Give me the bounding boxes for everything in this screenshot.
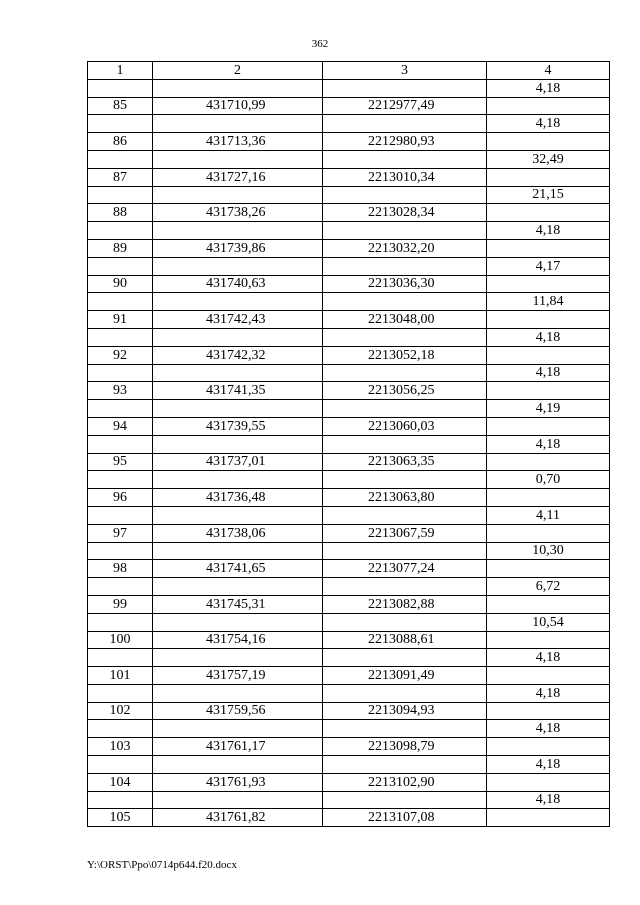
x-coordinate-cell bbox=[153, 186, 323, 204]
point-number-cell: 85 bbox=[88, 97, 153, 115]
table-row bbox=[88, 328, 610, 346]
x-coordinate-cell bbox=[153, 257, 323, 275]
y-coordinate-cell: 2213094,93 bbox=[323, 702, 487, 720]
table-row bbox=[88, 791, 610, 809]
x-coordinate-cell: 431741,65 bbox=[153, 560, 323, 578]
distance-cell bbox=[487, 631, 610, 649]
distance-cell bbox=[487, 738, 610, 756]
distance-cell: 4,18 bbox=[487, 649, 610, 667]
y-coordinate-cell bbox=[323, 115, 487, 133]
table-row bbox=[88, 364, 610, 382]
column-header-1: 1 bbox=[88, 62, 153, 80]
y-coordinate-cell: 2212977,49 bbox=[323, 97, 487, 115]
point-number-cell bbox=[88, 756, 153, 774]
coordinates-table bbox=[87, 61, 610, 827]
point-number-cell bbox=[88, 471, 153, 489]
table-row bbox=[88, 133, 610, 151]
x-coordinate-cell bbox=[153, 364, 323, 382]
point-number-cell: 102 bbox=[88, 702, 153, 720]
table-row bbox=[88, 311, 610, 329]
point-number-cell: 91 bbox=[88, 311, 153, 329]
point-number-cell bbox=[88, 186, 153, 204]
y-coordinate-cell: 2213063,35 bbox=[323, 453, 487, 471]
distance-cell: 4,18 bbox=[487, 435, 610, 453]
y-coordinate-cell bbox=[323, 435, 487, 453]
distance-cell bbox=[487, 524, 610, 542]
point-number-cell: 95 bbox=[88, 453, 153, 471]
table-row bbox=[88, 489, 610, 507]
point-number-cell bbox=[88, 257, 153, 275]
point-number-cell: 94 bbox=[88, 417, 153, 435]
table-row bbox=[88, 417, 610, 435]
x-coordinate-cell: 431727,16 bbox=[153, 168, 323, 186]
point-number-cell: 96 bbox=[88, 489, 153, 507]
point-number-cell bbox=[88, 613, 153, 631]
distance-cell bbox=[487, 702, 610, 720]
point-number-cell bbox=[88, 328, 153, 346]
x-coordinate-cell: 431736,48 bbox=[153, 489, 323, 507]
distance-cell bbox=[487, 382, 610, 400]
distance-cell bbox=[487, 595, 610, 613]
y-coordinate-cell bbox=[323, 400, 487, 418]
x-coordinate-cell bbox=[153, 400, 323, 418]
distance-cell: 11,84 bbox=[487, 293, 610, 311]
x-coordinate-cell: 431761,82 bbox=[153, 809, 323, 827]
y-coordinate-cell: 2213088,61 bbox=[323, 631, 487, 649]
x-coordinate-cell bbox=[153, 791, 323, 809]
point-number-cell: 104 bbox=[88, 773, 153, 791]
table-header-row bbox=[88, 62, 610, 80]
table-row bbox=[88, 631, 610, 649]
point-number-cell: 105 bbox=[88, 809, 153, 827]
distance-cell: 6,72 bbox=[487, 578, 610, 596]
point-number-cell: 92 bbox=[88, 346, 153, 364]
table-row bbox=[88, 293, 610, 311]
y-coordinate-cell: 2213098,79 bbox=[323, 738, 487, 756]
x-coordinate-cell bbox=[153, 506, 323, 524]
table-row bbox=[88, 667, 610, 685]
distance-cell: 4,18 bbox=[487, 79, 610, 97]
table-row bbox=[88, 204, 610, 222]
x-coordinate-cell bbox=[153, 684, 323, 702]
x-coordinate-cell: 431738,06 bbox=[153, 524, 323, 542]
distance-cell: 4,18 bbox=[487, 364, 610, 382]
column-header-4: 4 bbox=[487, 62, 610, 80]
distance-cell bbox=[487, 417, 610, 435]
y-coordinate-cell bbox=[323, 756, 487, 774]
distance-cell: 10,54 bbox=[487, 613, 610, 631]
table-row bbox=[88, 97, 610, 115]
distance-cell: 0,70 bbox=[487, 471, 610, 489]
table-row bbox=[88, 720, 610, 738]
distance-cell bbox=[487, 97, 610, 115]
distance-cell bbox=[487, 133, 610, 151]
x-coordinate-cell: 431745,31 bbox=[153, 595, 323, 613]
distance-cell: 4,18 bbox=[487, 791, 610, 809]
table-row bbox=[88, 150, 610, 168]
distance-cell: 4,18 bbox=[487, 756, 610, 774]
point-number-cell bbox=[88, 720, 153, 738]
column-header-3: 3 bbox=[323, 62, 487, 80]
x-coordinate-cell: 431737,01 bbox=[153, 453, 323, 471]
y-coordinate-cell: 2213107,08 bbox=[323, 809, 487, 827]
y-coordinate-cell: 2213102,90 bbox=[323, 773, 487, 791]
x-coordinate-cell bbox=[153, 471, 323, 489]
point-number-cell: 97 bbox=[88, 524, 153, 542]
point-number-cell bbox=[88, 649, 153, 667]
x-coordinate-cell: 431713,36 bbox=[153, 133, 323, 151]
table-row bbox=[88, 809, 610, 827]
table-row bbox=[88, 257, 610, 275]
y-coordinate-cell bbox=[323, 720, 487, 738]
x-coordinate-cell: 431739,86 bbox=[153, 239, 323, 257]
x-coordinate-cell bbox=[153, 150, 323, 168]
table-body bbox=[88, 79, 610, 826]
y-coordinate-cell: 2213067,59 bbox=[323, 524, 487, 542]
point-number-cell bbox=[88, 400, 153, 418]
y-coordinate-cell: 2213048,00 bbox=[323, 311, 487, 329]
y-coordinate-cell: 2213077,24 bbox=[323, 560, 487, 578]
table-row bbox=[88, 756, 610, 774]
point-number-cell: 101 bbox=[88, 667, 153, 685]
point-number-cell: 88 bbox=[88, 204, 153, 222]
distance-cell bbox=[487, 346, 610, 364]
table-row bbox=[88, 684, 610, 702]
point-number-cell bbox=[88, 222, 153, 240]
y-coordinate-cell: 2213056,25 bbox=[323, 382, 487, 400]
x-coordinate-cell: 431759,56 bbox=[153, 702, 323, 720]
y-coordinate-cell bbox=[323, 506, 487, 524]
point-number-cell: 86 bbox=[88, 133, 153, 151]
column-header-2: 2 bbox=[153, 62, 323, 80]
point-number-cell bbox=[88, 684, 153, 702]
x-coordinate-cell: 431710,99 bbox=[153, 97, 323, 115]
distance-cell: 4,18 bbox=[487, 115, 610, 133]
x-coordinate-cell bbox=[153, 542, 323, 560]
distance-cell: 4,11 bbox=[487, 506, 610, 524]
point-number-cell: 87 bbox=[88, 168, 153, 186]
distance-cell bbox=[487, 204, 610, 222]
y-coordinate-cell bbox=[323, 471, 487, 489]
point-number-cell bbox=[88, 79, 153, 97]
distance-cell: 4,17 bbox=[487, 257, 610, 275]
y-coordinate-cell bbox=[323, 578, 487, 596]
distance-cell: 4,18 bbox=[487, 222, 610, 240]
point-number-cell: 103 bbox=[88, 738, 153, 756]
distance-cell bbox=[487, 453, 610, 471]
y-coordinate-cell: 2213036,30 bbox=[323, 275, 487, 293]
table-row bbox=[88, 79, 610, 97]
y-coordinate-cell bbox=[323, 613, 487, 631]
point-number-cell bbox=[88, 150, 153, 168]
y-coordinate-cell bbox=[323, 257, 487, 275]
table-row bbox=[88, 773, 610, 791]
point-number-cell: 99 bbox=[88, 595, 153, 613]
x-coordinate-cell: 431761,17 bbox=[153, 738, 323, 756]
distance-cell: 32,49 bbox=[487, 150, 610, 168]
point-number-cell bbox=[88, 364, 153, 382]
y-coordinate-cell bbox=[323, 186, 487, 204]
distance-cell bbox=[487, 239, 610, 257]
distance-cell bbox=[487, 667, 610, 685]
y-coordinate-cell: 2213052,18 bbox=[323, 346, 487, 364]
point-number-cell bbox=[88, 293, 153, 311]
y-coordinate-cell bbox=[323, 293, 487, 311]
table-row bbox=[88, 346, 610, 364]
distance-cell bbox=[487, 560, 610, 578]
page-number: 362 bbox=[311, 38, 329, 50]
distance-cell: 10,30 bbox=[487, 542, 610, 560]
distance-cell: 4,18 bbox=[487, 328, 610, 346]
x-coordinate-cell bbox=[153, 115, 323, 133]
table-row bbox=[88, 542, 610, 560]
point-number-cell: 98 bbox=[88, 560, 153, 578]
y-coordinate-cell bbox=[323, 649, 487, 667]
distance-cell bbox=[487, 275, 610, 293]
distance-cell bbox=[487, 311, 610, 329]
distance-cell bbox=[487, 809, 610, 827]
x-coordinate-cell: 431742,32 bbox=[153, 346, 323, 364]
y-coordinate-cell: 2213060,03 bbox=[323, 417, 487, 435]
x-coordinate-cell: 431741,35 bbox=[153, 382, 323, 400]
table-row bbox=[88, 560, 610, 578]
x-coordinate-cell bbox=[153, 613, 323, 631]
x-coordinate-cell: 431757,19 bbox=[153, 667, 323, 685]
table-row bbox=[88, 168, 610, 186]
x-coordinate-cell: 431738,26 bbox=[153, 204, 323, 222]
distance-cell: 4,18 bbox=[487, 684, 610, 702]
y-coordinate-cell bbox=[323, 684, 487, 702]
table-row bbox=[88, 275, 610, 293]
x-coordinate-cell bbox=[153, 328, 323, 346]
table-row bbox=[88, 471, 610, 489]
table-row bbox=[88, 702, 610, 720]
y-coordinate-cell: 2212980,93 bbox=[323, 133, 487, 151]
table-row bbox=[88, 400, 610, 418]
distance-cell bbox=[487, 489, 610, 507]
x-coordinate-cell bbox=[153, 222, 323, 240]
x-coordinate-cell: 431740,63 bbox=[153, 275, 323, 293]
y-coordinate-cell bbox=[323, 364, 487, 382]
point-number-cell: 93 bbox=[88, 382, 153, 400]
distance-cell: 21,15 bbox=[487, 186, 610, 204]
point-number-cell bbox=[88, 435, 153, 453]
table-row bbox=[88, 578, 610, 596]
table-row bbox=[88, 595, 610, 613]
table-row bbox=[88, 222, 610, 240]
x-coordinate-cell bbox=[153, 756, 323, 774]
distance-cell bbox=[487, 168, 610, 186]
table-row bbox=[88, 382, 610, 400]
x-coordinate-cell: 431739,55 bbox=[153, 417, 323, 435]
table-row bbox=[88, 506, 610, 524]
table-row bbox=[88, 453, 610, 471]
point-number-cell bbox=[88, 791, 153, 809]
point-number-cell bbox=[88, 578, 153, 596]
y-coordinate-cell: 2213063,80 bbox=[323, 489, 487, 507]
table-row bbox=[88, 738, 610, 756]
x-coordinate-cell bbox=[153, 293, 323, 311]
point-number-cell bbox=[88, 115, 153, 133]
point-number-cell bbox=[88, 542, 153, 560]
table-row bbox=[88, 613, 610, 631]
x-coordinate-cell bbox=[153, 649, 323, 667]
y-coordinate-cell bbox=[323, 222, 487, 240]
y-coordinate-cell bbox=[323, 150, 487, 168]
y-coordinate-cell: 2213082,88 bbox=[323, 595, 487, 613]
y-coordinate-cell: 2213028,34 bbox=[323, 204, 487, 222]
point-number-cell: 89 bbox=[88, 239, 153, 257]
y-coordinate-cell bbox=[323, 791, 487, 809]
table-row bbox=[88, 649, 610, 667]
x-coordinate-cell bbox=[153, 79, 323, 97]
y-coordinate-cell: 2213032,20 bbox=[323, 239, 487, 257]
x-coordinate-cell: 431742,43 bbox=[153, 311, 323, 329]
y-coordinate-cell bbox=[323, 79, 487, 97]
x-coordinate-cell bbox=[153, 578, 323, 596]
footer-file-path: Y:\ORST\Ppo\0714p644.f20.docx bbox=[87, 859, 237, 871]
table-row bbox=[88, 239, 610, 257]
y-coordinate-cell bbox=[323, 328, 487, 346]
point-number-cell bbox=[88, 506, 153, 524]
table-row bbox=[88, 186, 610, 204]
table-row bbox=[88, 524, 610, 542]
y-coordinate-cell: 2213091,49 bbox=[323, 667, 487, 685]
table-row bbox=[88, 435, 610, 453]
x-coordinate-cell bbox=[153, 435, 323, 453]
distance-cell: 4,19 bbox=[487, 400, 610, 418]
y-coordinate-cell bbox=[323, 542, 487, 560]
distance-cell: 4,18 bbox=[487, 720, 610, 738]
x-coordinate-cell: 431754,16 bbox=[153, 631, 323, 649]
table-row bbox=[88, 115, 610, 133]
distance-cell bbox=[487, 773, 610, 791]
x-coordinate-cell bbox=[153, 720, 323, 738]
point-number-cell: 90 bbox=[88, 275, 153, 293]
point-number-cell: 100 bbox=[88, 631, 153, 649]
x-coordinate-cell: 431761,93 bbox=[153, 773, 323, 791]
y-coordinate-cell: 2213010,34 bbox=[323, 168, 487, 186]
